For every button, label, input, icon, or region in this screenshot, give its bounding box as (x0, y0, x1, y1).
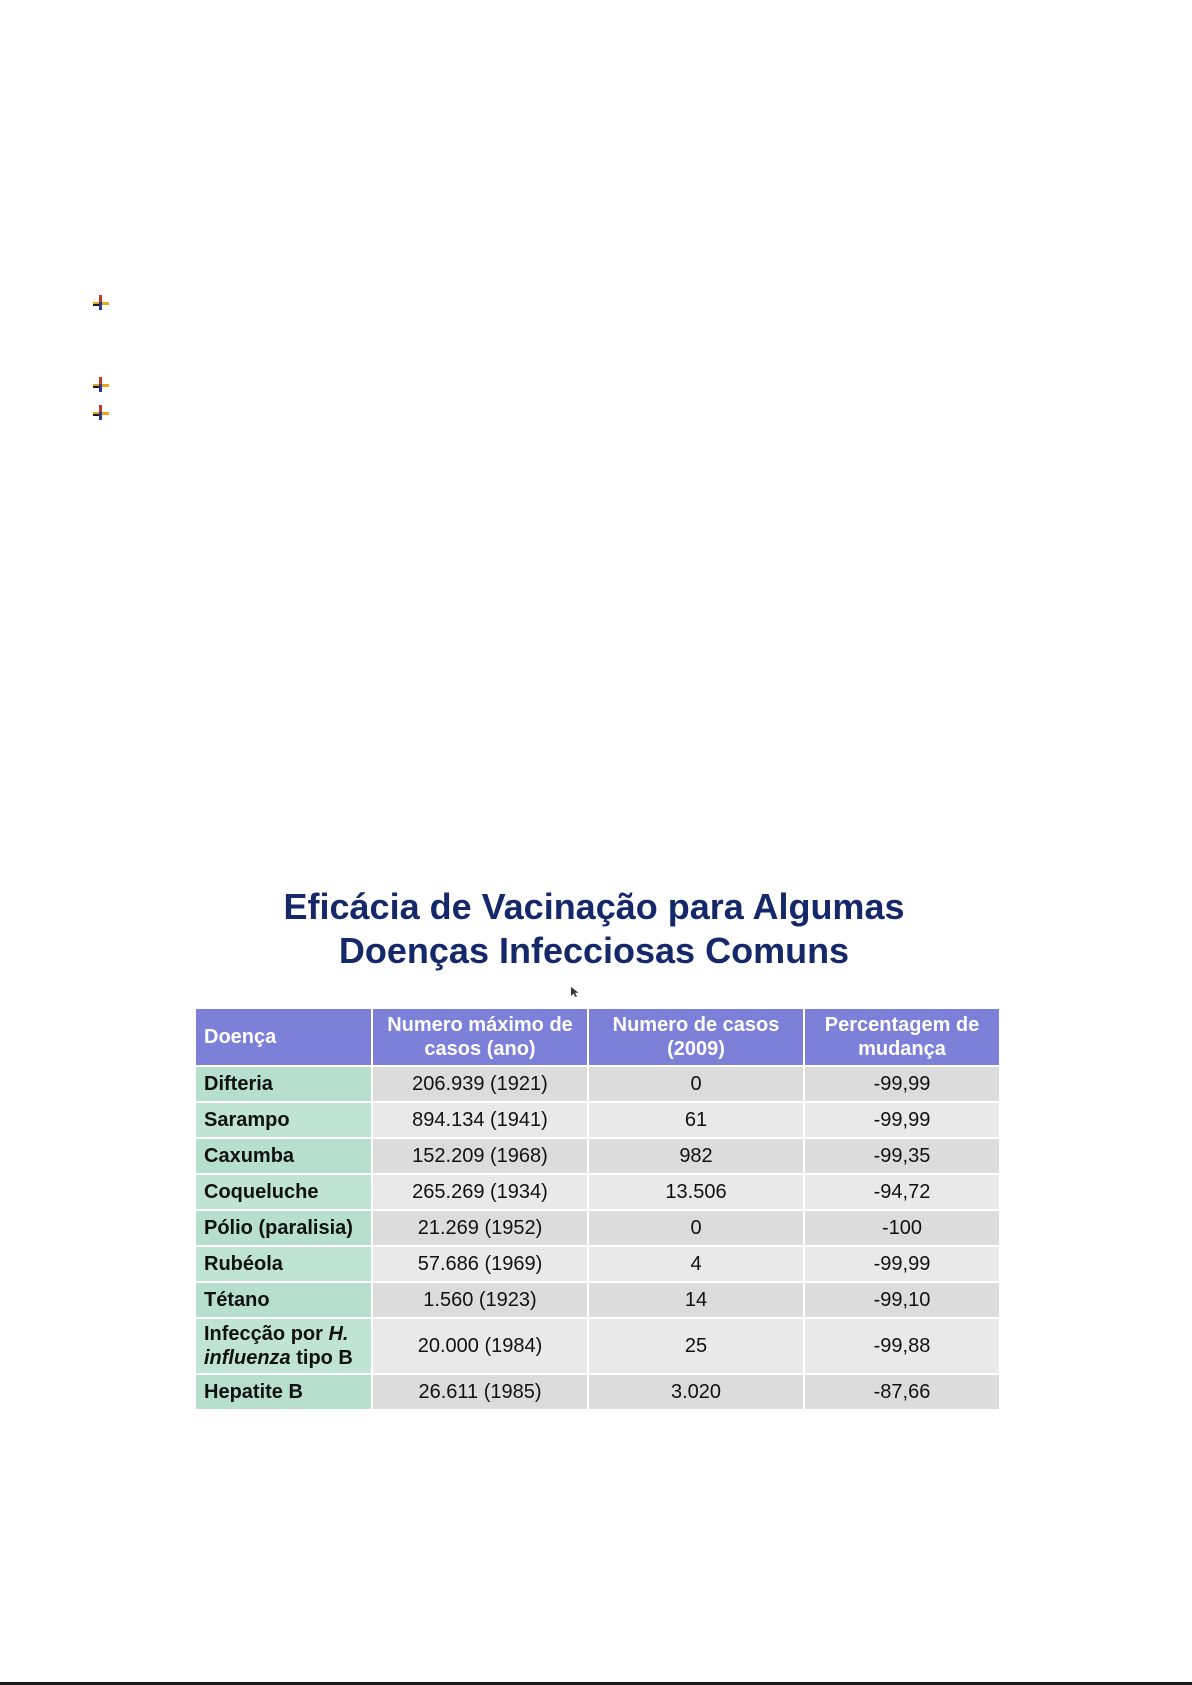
vaccination-efficacy-table (194, 1007, 1001, 1411)
percent-change-cell: -87,66 (804, 1374, 1000, 1410)
percent-change-cell: -99,99 (804, 1246, 1000, 1282)
table-header-row (195, 1008, 1000, 1066)
max-cases-cell: 894.134 (1941) (372, 1102, 588, 1138)
max-cases-cell: 1.560 (1923) (372, 1282, 588, 1318)
bullet-icon (92, 404, 110, 422)
percent-change-cell: -99,99 (804, 1066, 1000, 1102)
table-row (195, 1246, 1000, 1282)
disease-cell: Pólio (paralisia) (195, 1210, 372, 1246)
percent-change-cell: -99,10 (804, 1282, 1000, 1318)
max-cases-cell: 57.686 (1969) (372, 1246, 588, 1282)
disease-cell: Rubéola (195, 1246, 372, 1282)
figure-title (194, 885, 994, 973)
max-cases-cell: 26.611 (1985) (372, 1374, 588, 1410)
bullet-icon (92, 376, 110, 394)
disease-cell: Hepatite B (195, 1374, 372, 1410)
cases-2009-cell: 25 (588, 1318, 804, 1374)
cases-2009-cell: 4 (588, 1246, 804, 1282)
percent-change-cell: -94,72 (804, 1174, 1000, 1210)
cases-2009-cell: 14 (588, 1282, 804, 1318)
table-row (195, 1138, 1000, 1174)
disease-cell: Infecção por H. influenza tipo B (195, 1318, 372, 1374)
table-row (195, 1102, 1000, 1138)
cases-2009-cell: 0 (588, 1066, 804, 1102)
header-percent-change: Percentagem de mudança (804, 1008, 1000, 1066)
header-max-cases: Numero máximo de casos (ano) (372, 1008, 588, 1066)
header-disease: Doença (195, 1008, 372, 1066)
percent-change-cell: -99,99 (804, 1102, 1000, 1138)
bullet-icon (92, 294, 110, 312)
table-row (195, 1174, 1000, 1210)
max-cases-cell: 206.939 (1921) (372, 1066, 588, 1102)
figure-title-line-1: Eficácia de Vacinação para Algumas (283, 886, 905, 927)
cases-2009-cell: 3.020 (588, 1374, 804, 1410)
max-cases-cell: 21.269 (1952) (372, 1210, 588, 1246)
disease-cell: Coqueluche (195, 1174, 372, 1210)
disease-cell: Sarampo (195, 1102, 372, 1138)
table-row (195, 1282, 1000, 1318)
percent-change-cell: -100 (804, 1210, 1000, 1246)
figure-title-line-2: Doenças Infecciosas Comuns (338, 930, 850, 971)
header-cases-2009: Numero de casos (2009) (588, 1008, 804, 1066)
table-row (195, 1210, 1000, 1246)
table-row (195, 1374, 1000, 1410)
table-row (195, 1318, 1000, 1374)
max-cases-cell: 20.000 (1984) (372, 1318, 588, 1374)
percent-change-cell: -99,35 (804, 1138, 1000, 1174)
cases-2009-cell: 0 (588, 1210, 804, 1246)
disease-cell: Difteria (195, 1066, 372, 1102)
cases-2009-cell: 982 (588, 1138, 804, 1174)
max-cases-cell: 265.269 (1934) (372, 1174, 588, 1210)
disease-cell: Caxumba (195, 1138, 372, 1174)
cases-2009-cell: 61 (588, 1102, 804, 1138)
percent-change-cell: -99,88 (804, 1318, 1000, 1374)
mouse-cursor-icon (570, 985, 580, 997)
table-row (195, 1066, 1000, 1102)
max-cases-cell: 152.209 (1968) (372, 1138, 588, 1174)
cases-2009-cell: 13.506 (588, 1174, 804, 1210)
disease-cell: Tétano (195, 1282, 372, 1318)
